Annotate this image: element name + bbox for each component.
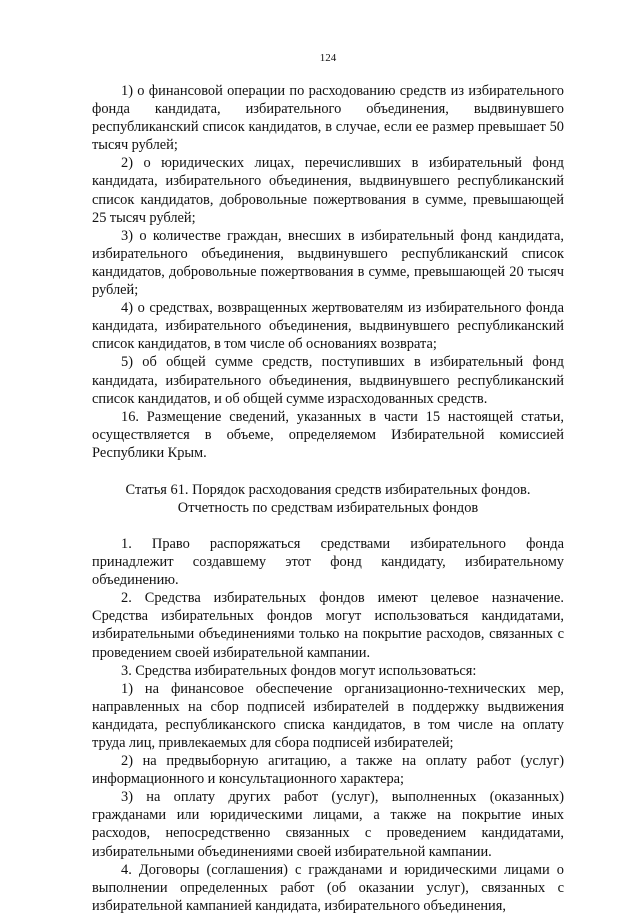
article-heading	[92, 481, 564, 517]
paragraph-item-2: 2) о юридических лицах, перечисливших в избирательный фонд кандидата, избирательного объединения, выдвинувшего республиканский список кандидатов, добровольные пожертвования в сумме, превышающей 25 тысяч рублей;	[92, 155, 564, 226]
section-before-heading	[92, 82, 564, 462]
paragraph-part-3: 3. Средства избирательных фондов могут использоваться:	[121, 662, 477, 679]
paragraph-part-2: 2. Средства избирательных фондов имеют целевое назначение. Средства избирательных фондов могут использоваться кандидатами, избирательными объединениями только на покрытие расходов, связанных с проведением своей избирательной кампании.	[92, 590, 564, 661]
paragraph-subitem-2: 2) на предвыборную агитацию, а также на оплату работ (услуг) информационного и консультационного характера;	[92, 753, 564, 788]
paragraph-subitem-1: 1) на финансовое обеспечение организационно-технических мер, направленных на сбор подписей избирателей в поддержку выдвижения кандидата, республиканского списка кандидатов, в том числе на оплату труда лиц, привлекаемых для сбора подписей избирателей;	[92, 680, 564, 751]
paragraph-item-1: 1) о финансовой операции по расходованию средств из избирательного фонда кандидата, избирательного объединения, выдвинувшего республиканский список кандидатов, в случае, если ее размер превышает 50 тысяч рублей;	[92, 83, 564, 154]
paragraph-item-3: 3) о количестве граждан, внесших в избирательный фонд кандидата, избирательного объединения, выдвинувшего республиканский список кандидатов, добровольные пожертвования в сумме, превышающей 20 тысяч рублей;	[92, 227, 564, 299]
article-title: Статья 61. Порядок расходования средств избирательных фондов.	[125, 481, 531, 498]
paragraph-part-16: 16. Размещение сведений, указанных в части 15 настоящей статьи, осуществляется в объеме, определяемом Избирательной комиссией Республики Крым.	[92, 408, 564, 461]
paragraph-subitem-3: 3) на оплату других работ (услуг), выполненных (оказанных) гражданами или юридическими лицами, а также на покрытие иных расходов, непосредственно связанных с проведением кандидатами, избирательными объединениями своей избирательной кампании.	[92, 789, 564, 860]
paragraph-item-4: 4) о средствах, возвращенных жертвователям из избирательного фонда кандидата, избирательного объединения, выдвинувшего республиканский список кандидатов, в том числе об основаниях возврата;	[92, 300, 564, 353]
article-subtitle: Отчетность по средствам избирательных фондов	[177, 499, 479, 516]
page-number: 124	[319, 52, 337, 64]
section-article-61	[92, 535, 564, 915]
paragraph-part-4: 4. Договоры (соглашения) с гражданами и юридическими лицами о выполнении определенных работ (об оказании услуг), связанных с избирательной кампанией кандидата, избирательного объединения,	[92, 861, 564, 914]
paragraph-part-1: 1. Право распоряжаться средствами избирательного фонда принадлежит создавшему этот фонд кандидату, избирательному объединению.	[92, 535, 564, 589]
paragraph-item-5: 5) об общей сумме средств, поступивших в избирательный фонд кандидата, избирательного объединения, выдвинувшего республиканский список кандидатов, и об общей сумме израсходованных средств.	[92, 354, 564, 407]
